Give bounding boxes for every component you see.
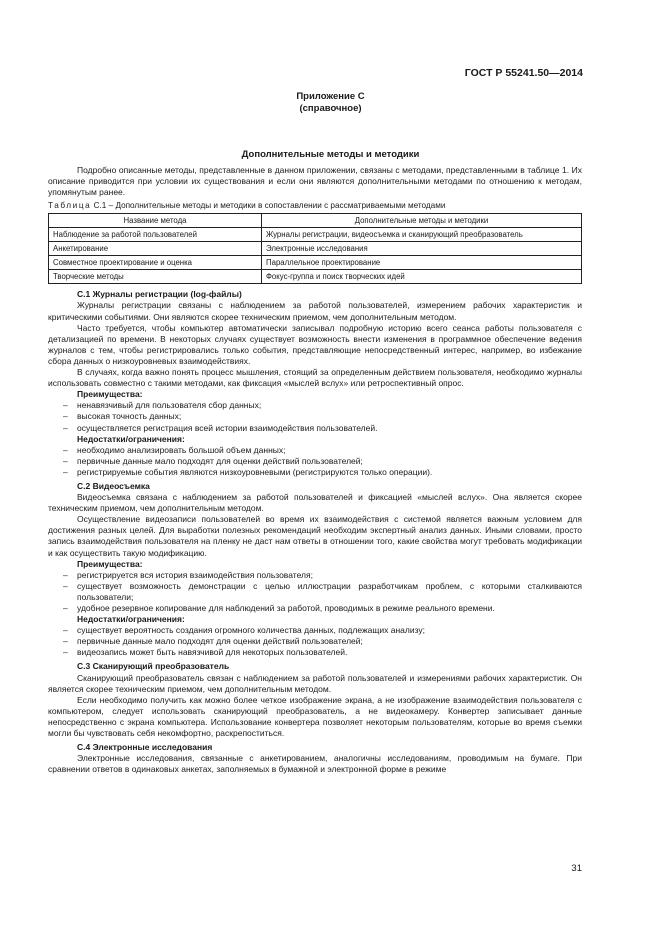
appendix-heading: Дополнительные методы и методики [241,149,420,160]
table-row [49,242,582,256]
table-cell: Творческие методы [49,270,262,284]
table-cell: Электронные исследования [262,242,582,256]
bullet-list [48,570,582,614]
paragraph: Если необходимо получить как можно более четкое изображение экрана, а не изображение взаимодействия пользователя с компьютером, следует использовать сканирующий преобразователь, а не видеокамеру. Конвертер записывает данные непосредственно с экрана компьютера. Использование конвертера позволяет некоторым пользователям, которые во время съемки могли бы чувствовать себя некомфортно, раскрепоститься. [48,694,582,739]
table-cell: Анкетирование [49,242,262,256]
table-row [49,270,582,284]
table-header-row [49,214,582,228]
table-cell: Совместное проектирование и оценка [49,256,262,270]
appendix-block [0,91,661,115]
table-cell: Фокус-группа и поиск творческих идей [262,270,582,284]
section-title: С.2 Видеосъемка [77,480,150,491]
list-item: – ненавязчивый для пользователя сбор данных; [48,400,582,411]
appendix-note: (справочное) [299,103,362,114]
table-cell: Наблюдение за работой пользователей [49,228,262,242]
paragraph: Сканирующий преобразователь связан с наблюдением за работой пользователей и измерениями рабочих характеристик. Он является скорее техническим приемом, чем дополнительным методом. [48,672,582,694]
standard-number: ГОСТ Р 55241.50—2014 [464,67,583,79]
paragraph: Журналы регистрации связаны с наблюдением за работой пользователей, измерением рабочих характеристик и критическими событиями. Они являются скорее техническим приемом, чем дополнительным методом. [48,300,582,322]
section-title: С.3 Сканирующий преобразователь [77,661,230,672]
paragraph: Часто требуется, чтобы компьютер автоматически записывал подробную историю всего сеанса работы пользователя с детализацией по времени. В некоторых случаях существует возможность внести изменения в программное обеспечение ведения журналов с тем, чтобы регистрировались только события, представляющие непосредственный интерес, например, во избежание сбора данных о низкоуровневых взаимодействиях. [48,322,582,366]
list-item: – существует вероятность создания огромного количества данных, подлежащих анализу; [48,625,582,636]
table-header-cell: Дополнительные методы и методики [262,214,582,228]
bullet-list [48,625,582,658]
methods-table [48,213,582,284]
paragraph: Видеосъемка связана с наблюдением за работой пользователей и фиксацией «мыслей вслух». Она является скорее техническим приемом, чем дополнительным методом. [48,492,582,514]
list-item: – высокая точность данных; [48,411,582,422]
table-header-cell: Название метода [49,214,262,228]
subsection-title: Преимущества: [77,558,143,569]
table-cell: Журналы регистрации, видеосъемка и сканирующий преобразователь [262,228,582,242]
list-item: – осуществляется регистрация всей истории взаимодействия пользователей. [48,423,582,434]
subsection-title: Преимущества: [77,389,143,400]
table-caption-prefix: Таблица [48,201,92,211]
section-title: С.1 Журналы регистрации (log-файлы) [77,289,242,300]
intro-paragraph: Подробно описанные методы, представленные в данном приложении, связаны с методами, представленными в таблице 1. Их описание приводится при условии их существования и если они являются дополнительными методами по отношению к методам, упомянутым ранее. [48,165,582,198]
table-cell: Параллельное проектирование [262,256,582,270]
list-item: – видеозапись может быть навязчивой для некоторых пользователей. [48,647,582,658]
paragraph: В случаях, когда важно понять процесс мышления, стоящий за определенным действием пользователя, необходимо журналы использовать совместно с такими методами, как фиксация «мыслей вслух» или ретроспективный опрос. [48,367,582,389]
appendix-title: Приложение С [296,91,365,102]
subsection-title: Недостатки/ограничения: [77,614,185,625]
subsection-title: Недостатки/ограничения: [77,433,185,444]
table-row [49,228,582,242]
paragraph: Электронные исследования, связанные с анкетированием, аналогичны исследованиям, проводимым на бумаге. При сравнении ответов в одинаковых анкетах, заполняемых в бумажной и электронной форме в режиме [48,753,582,775]
table-row [49,256,582,270]
table-caption-text: С.1 – Дополнительные методы и методики в сопоставлении с рассматриваемыми методами [93,201,446,211]
list-item: – регистрируемые события являются низкоуровневыми (регистрируются только операции). [48,467,582,478]
list-item: – существует возможность демонстрации с целью иллюстрации разработчикам проблем, с которыми сталкиваются пользователи; [48,581,582,603]
list-item: – первичные данные мало подходят для оценки действий пользователей; [48,456,582,467]
list-item: – необходимо анализировать большой объем данных; [48,445,582,456]
bullet-list [48,400,582,433]
list-item: – удобное резервное копирование для наблюдений за работой, проводимых в режиме реального времени. [48,603,582,614]
list-item: – первичные данные мало подходят для оценки действий пользователей; [48,636,582,647]
paragraph: Осуществление видеозаписи пользователей во время их взаимодействия с системой является важным условием для достижения разных целей. Для выработки полезных рекомендаций необходим экспертный анализ данных. Иными словами, просто запись взаимодействия пользователя на пленку не даст нам ответы в отношении того, какие свойства могут требовать модификации и как осуществить такую модификацию. [48,514,582,558]
document-body [48,165,582,775]
table-caption [48,200,582,211]
list-item: – регистрируется вся история взаимодействия пользователя; [48,570,582,581]
section-title: С.4 Электронные исследования [77,742,213,753]
bullet-list [48,445,582,478]
page-number: 31 [571,863,582,874]
